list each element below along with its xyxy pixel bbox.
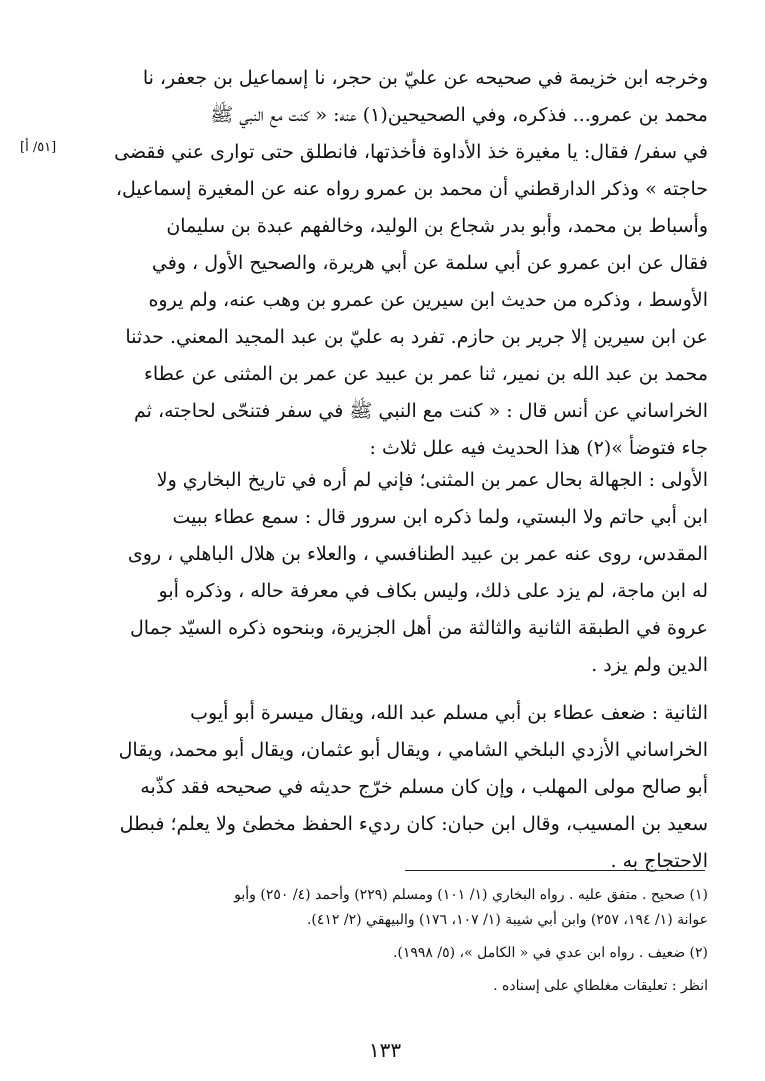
text-line: الأوسط ، وذكره من حديث ابن سيرين عن عمرو بن وهب عنه، ولم يروه <box>148 289 708 311</box>
text-line: عن ابن سيرين إلا جرير بن حازم. تفرد به عليّ بن عبد المجيد المعني. حدثنا <box>125 326 708 348</box>
manuscript-folio-reference: [٥١/ أ] <box>20 140 57 155</box>
footnote-1-line: عوانة (١/ ١٩٤، ٢٥٧) وابن أبي شيبة (١/ ١٠٧، ١٧٦) والبيهقي (٢/ ٤١٢). <box>306 912 708 928</box>
text-line: فقال عن ابن عمرو عن أبي سلمة عن أبي هريرة، والصحيح الأول ، وفي <box>151 252 708 274</box>
text-line: في سفر/ فقال: يا مغيرة خذ الأداوة فأخذتها، فانطلق حتى توارى عني فقضى <box>114 141 708 163</box>
text-line: حاجته » وذكر الدارقطني أن محمد بن عمرو رواه عنه عن المغيرة إسماعيل، <box>115 178 708 200</box>
footnote-note: انظر : تعليقات مغلطاي على إسناده . <box>493 978 708 994</box>
text-line: محمد بن عمرو... فذكره، وفي الصحيحين(١) عنه: « كنت مع النبي ﷺ <box>210 104 708 126</box>
text-line: محمد بن عبد الله بن نمير، ثنا عمر بن عبيد عن عمر بن المثنى عن عطاء <box>143 363 708 385</box>
text-line: وخرجه ابن خزيمة في صحيحه عن عليّ بن حجر، نا إسماعيل بن جعفر، نا <box>142 67 708 89</box>
text-line: ابن أبي حاتم ولا البستي، ولما ذكره ابن سرور قال : سمع عطاء ببيت <box>172 506 708 528</box>
text-line: الاحتجاج به . <box>610 850 708 872</box>
footnote-divider <box>405 870 705 871</box>
paragraph-3 <box>80 695 708 880</box>
text-line: سعيد بن المسيب، وقال ابن حبان: كان رديء الحفظ مخطئ ولا يعلم؛ فبطل <box>119 813 708 835</box>
paragraph-1 <box>80 60 708 467</box>
page-number: ١٣٣ <box>368 1038 402 1062</box>
text-line: الدين ولم يزد . <box>591 654 708 676</box>
text-line: وأسباط بن محمد، وأبو بدر شجاع بن الوليد، وخالفهم عبدة بن سليمان <box>166 215 708 237</box>
text-line: الخراساني الأزدي البلخي الشامي ، ويقال أبو عثمان، ويقال أبو محمد، ويقال <box>118 739 708 761</box>
text-line: الأولى : الجهالة بحال عمر بن المثنى؛ فإني لم أره في تاريخ البخاري ولا <box>156 469 708 491</box>
text-line: عروة في الطبقة الثانية والثالثة من أهل الجزيرة، وبنحوه ذكره السيّد جمال <box>130 617 708 639</box>
footnote-1-line: (١) صحيح . متفق عليه . رواه البخاري (١/ ١٠١) ومسلم (٢٢٩) وأحمد (٤/ ٢٥٠) وأبو <box>234 887 708 903</box>
footnotes <box>80 883 708 999</box>
text-line: أبو صالح مولى المهلب ، وإن كان مسلم خرّج حديثه في صحيحه فقد كذّبه <box>140 776 708 798</box>
footnote-2: (٢) ضعيف . رواه ابن عدي في « الكامل »، (٥/ ١٩٩٨). <box>392 945 708 961</box>
text-line: له ابن ماجة، لم يزد على ذلك، وليس بكاف في معرفة حاله ، وذكره أبو <box>158 580 708 602</box>
text-line: المقدس، روى عنه عمر بن عبيد الطنافسي ، والعلاء بن هلال الباهلي ، روى <box>127 543 708 565</box>
paragraph-2 <box>80 462 708 684</box>
text-line: الثانية : ضعف عطاء بن أبي مسلم عبد الله، ويقال ميسرة أبو أيوب <box>190 702 708 724</box>
text-line: جاء فتوضأ »(٢) هذا الحديث فيه علل ثلاث : <box>369 437 708 459</box>
text-line: الخراساني عن أنس قال : « كنت مع النبي ﷺ في سفر فتنحّى لحاجته، ثم <box>134 400 708 422</box>
